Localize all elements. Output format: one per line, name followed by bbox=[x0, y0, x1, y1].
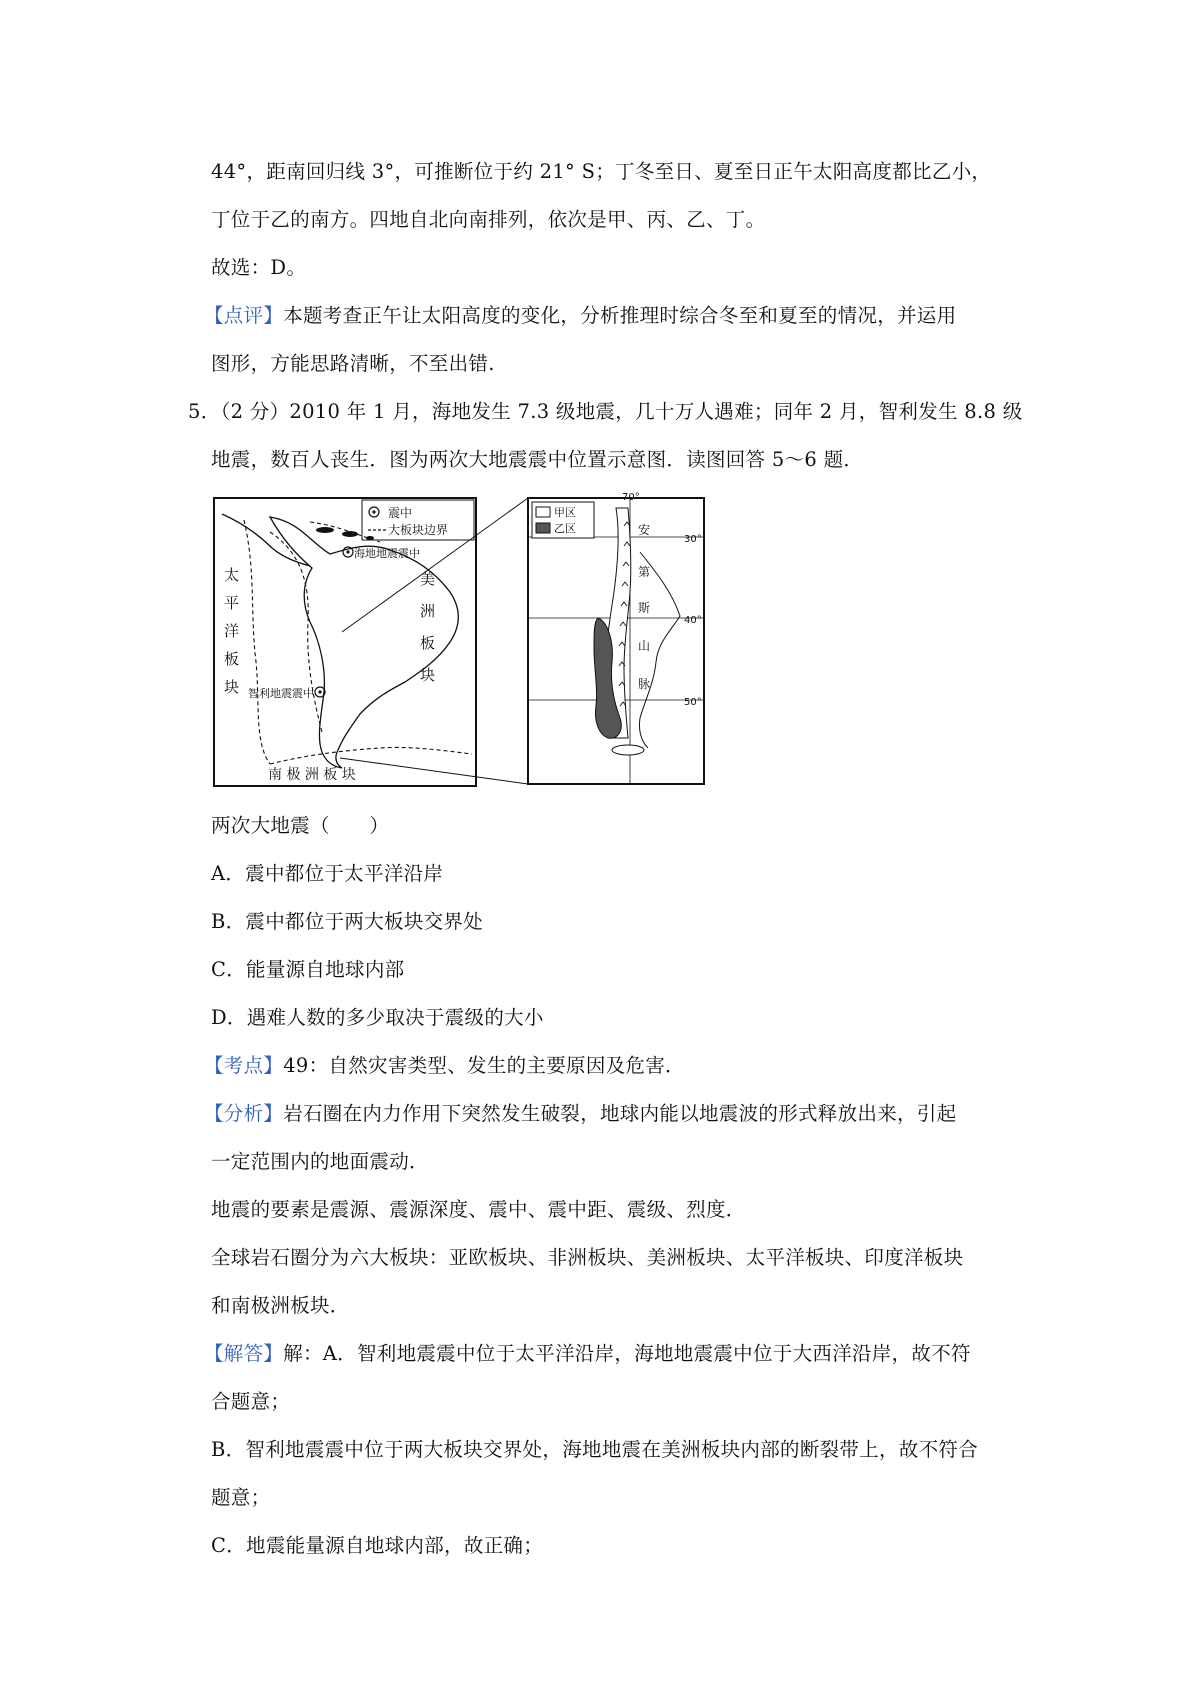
legend-zone-b: 乙区 bbox=[554, 522, 576, 535]
jieda-line-5: C．地震能量源自地球内部，故正确； bbox=[211, 1534, 544, 1557]
legend-zone-a: 甲区 bbox=[554, 506, 576, 519]
comment-line bbox=[204, 300, 956, 328]
tierra-del-fuego bbox=[612, 745, 644, 755]
america-char: 块 bbox=[420, 666, 436, 684]
comment-line-2: 图形，方能思路清晰，不至出错. bbox=[211, 352, 495, 375]
america-char: 美 bbox=[420, 570, 436, 588]
fenxi-line-5: 和南极洲板块． bbox=[211, 1294, 350, 1317]
andes-char: 斯 bbox=[638, 601, 651, 615]
answer-line: 故选：D。 bbox=[211, 256, 307, 279]
option-d: D．遇难人数的多少取决于震级的大小 bbox=[211, 1006, 544, 1029]
lat-label: 40° bbox=[684, 615, 702, 626]
andes-char: 第 bbox=[638, 565, 651, 579]
andes-char: 山 bbox=[638, 639, 651, 653]
pacific-char: 洋 bbox=[224, 622, 240, 640]
fenxi-text: 岩石圈在内力作用下突然发生破裂，地球内能以地震波的形式释放出来，引起 bbox=[283, 1102, 957, 1125]
text-line: 44°，距南回归线 3°，可推断位于约 21° S；丁冬至日、夏至日正午太阳高度都比乙小， bbox=[211, 160, 992, 183]
jieda-line bbox=[204, 1338, 971, 1366]
haiti-label: 海地地震震中 bbox=[354, 547, 420, 560]
zone-b-swatch bbox=[536, 523, 550, 533]
kaodian-line bbox=[204, 1050, 685, 1078]
lon-label: 70° bbox=[622, 492, 640, 503]
pacific-char: 板 bbox=[224, 650, 240, 668]
fenxi-line-3: 地震的要素是震源、震源深度、震中、震中距、震级、烈度． bbox=[211, 1198, 746, 1221]
antarctic-label: 南 极 洲 板 块 bbox=[268, 767, 356, 783]
question-stem-text: （2 分）2010 年 1 月，海地发生 7.3 级地震，几十万人遇难；同年 2 月，智利发生 8.8 级 bbox=[220, 400, 1023, 423]
pacific-char: 太 bbox=[224, 566, 240, 584]
map-svg bbox=[210, 492, 760, 792]
jieda-text: 解：A．智利地震震中位于太平洋沿岸，海地地震震中位于大西洋沿岸，故不符 bbox=[283, 1342, 971, 1365]
andes-char: 脉 bbox=[638, 677, 651, 691]
option-c: C．能量源自地球内部 bbox=[211, 958, 405, 981]
jieda-line-3: B．智利地震震中位于两大板块交界处，海地地震在美洲板块内部的断裂带上，故不符合 bbox=[211, 1438, 979, 1461]
earthquake-map-figure bbox=[210, 492, 760, 792]
legend-epicenter: 震中 bbox=[388, 506, 413, 520]
question-stem-line-2: 地震，数百人丧生．图为两次大地震震中位置示意图．读图回答 5～6 题． bbox=[211, 448, 864, 471]
lat-label: 30° bbox=[684, 534, 702, 545]
legend-boundary: 大板块边界 bbox=[388, 523, 449, 537]
island bbox=[316, 527, 334, 533]
lat-label: 50° bbox=[684, 697, 702, 708]
pacific-char: 平 bbox=[224, 594, 240, 612]
andes-char: 安 bbox=[638, 523, 651, 537]
question-number: 5． bbox=[188, 400, 221, 423]
sub-stem: 两次大地震（ ） bbox=[211, 814, 390, 837]
option-a: A．震中都位于太平洋沿岸 bbox=[211, 862, 444, 885]
pacific-char: 块 bbox=[224, 678, 240, 696]
island bbox=[342, 531, 358, 537]
question-5-stem bbox=[188, 396, 1023, 424]
option-b: B．震中都位于两大板块交界处 bbox=[211, 910, 484, 933]
america-char: 洲 bbox=[420, 602, 436, 620]
kaodian-tag: 【考点】 bbox=[204, 1054, 284, 1077]
chile-label: 智利地震震中 bbox=[248, 687, 314, 700]
america-char: 板 bbox=[420, 634, 436, 652]
jieda-tag: 【解答】 bbox=[204, 1342, 284, 1365]
jieda-line-2: 合题意； bbox=[211, 1390, 291, 1413]
jieda-line-4: 题意； bbox=[211, 1486, 271, 1509]
fenxi-line bbox=[204, 1098, 956, 1126]
kaodian-text: 49：自然灾害类型、发生的主要原因及危害． bbox=[283, 1054, 685, 1077]
comment-text: 本题考查正午让太阳高度的变化，分析推理时综合冬至和夏至的情况，并运用 bbox=[283, 304, 957, 327]
text-line: 丁位于乙的南方。四地自北向南排列，依次是甲、丙、乙、丁。 bbox=[211, 208, 766, 231]
fenxi-line-2: 一定范围内的地面震动． bbox=[211, 1150, 429, 1173]
fenxi-line-4: 全球岩石圈分为六大板块：亚欧板块、非洲板块、美洲板块、太平洋板块、印度洋板块 bbox=[211, 1246, 964, 1269]
comment-tag: 【点评】 bbox=[204, 304, 284, 327]
fenxi-tag: 【分析】 bbox=[204, 1102, 284, 1125]
zone-a-swatch bbox=[536, 507, 550, 517]
